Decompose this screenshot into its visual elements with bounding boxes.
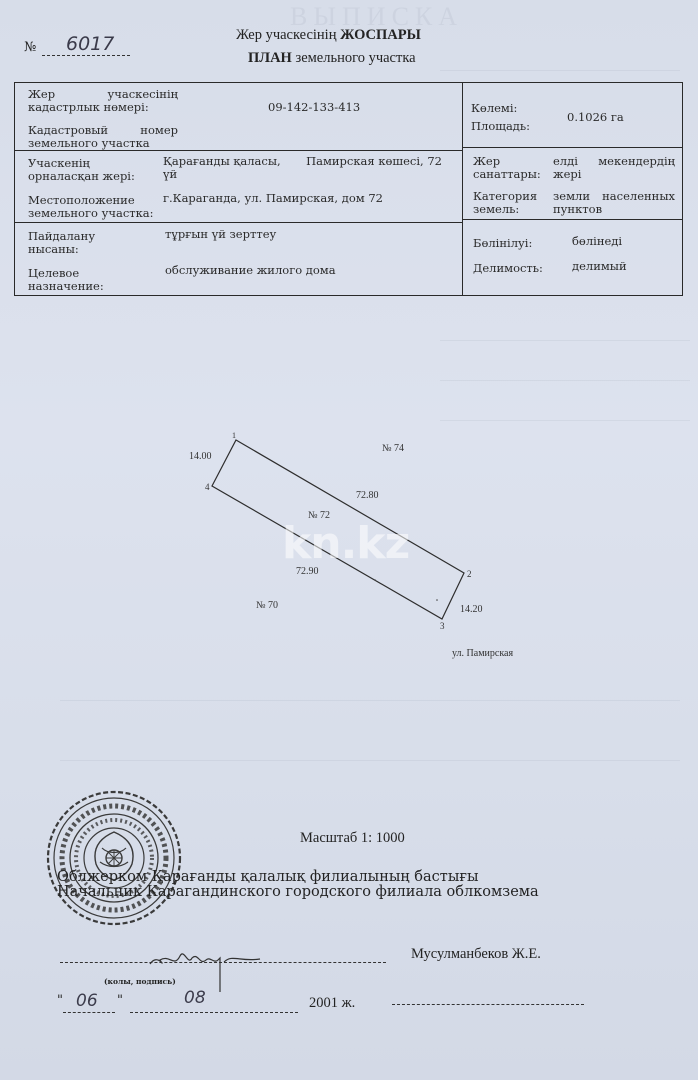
land-category-label-kz-line2: санаттары:	[473, 167, 541, 181]
edge-length-4-3: 72.90	[296, 566, 319, 577]
land-category-label-kz-line1: Жер	[473, 154, 501, 168]
document-number-label: №	[24, 40, 37, 55]
show-through-text: ВЫПИСКА	[290, 2, 464, 31]
edge-length-2-3: 14.20	[460, 604, 483, 615]
title-kz-bold: ЖОСПАРЫ	[340, 27, 421, 43]
area-label-kz: Көлемі:	[471, 101, 518, 115]
date-year: 2001 ж.	[309, 995, 356, 1011]
land-category-label-ru-line2: земель:	[473, 202, 520, 216]
cadastral-label-ru-line2: земельного участка	[28, 136, 150, 150]
parcel-label-current: № 72	[308, 510, 331, 521]
blank-line	[392, 1004, 584, 1005]
signature-caption: (колы, подпись)	[104, 977, 176, 986]
edge-length-1-4: 14.00	[189, 451, 212, 462]
usage-label-ru-line1: Целевое	[28, 266, 80, 280]
divisibility-label-ru: Делимость:	[473, 261, 543, 275]
signer-name: Мусулманбеков Ж.Е.	[411, 946, 541, 962]
location-label-ru-line1: Местоположение	[28, 193, 135, 207]
edge-length-1-2: 72.80	[356, 490, 379, 501]
divisibility-value-ru: делимый	[572, 259, 627, 273]
usage-label-kz-line2: нысаны:	[28, 242, 79, 256]
location-label-ru-line2: земельного участка:	[28, 206, 154, 220]
title-ru-suffix: земельного участка	[295, 50, 416, 66]
cadastral-label-ru-line1: Кадастровый номер	[28, 123, 178, 137]
usage-label-ru-line2: назначение:	[28, 279, 104, 293]
parcel-label-north: № 74	[382, 443, 405, 454]
title-kz-prefix: Жер учаскесінің	[236, 27, 337, 43]
date-month: 08	[184, 988, 206, 1008]
date-quote-open: "	[57, 993, 63, 1008]
usage-value-kz: тұрғын үй зерттеу	[165, 227, 277, 241]
date-month-line	[130, 1012, 298, 1013]
title-ru-bold: ПЛАН	[248, 50, 292, 66]
location-value-ru: г.Караганда, ул. Памирская, дом 72	[163, 191, 383, 205]
location-value-kz-line1: Қарағанды қаласы, Памирская көшесі, 72	[163, 154, 442, 168]
land-category-value-kz-line1: елді мекендердің	[553, 154, 675, 168]
land-category-value-kz-line2: жері	[553, 167, 582, 181]
usage-value-ru: обслуживание жилого дома	[165, 263, 336, 277]
cadastral-label-kz-line1: Жер учаскесінің	[28, 87, 178, 101]
divisibility-value-kz: бөлінеді	[572, 234, 623, 248]
street-name: ул. Памирская	[452, 648, 514, 659]
date-day: 06	[76, 991, 98, 1011]
document-number-value: 6017	[66, 33, 115, 55]
vertex-label-1: 1	[232, 431, 236, 440]
date-quote-close: "	[117, 993, 123, 1008]
area-value: 0.1026 га	[567, 110, 624, 124]
vertex-label-3: 3	[440, 621, 445, 631]
map-scale: Масштаб 1: 1000	[300, 830, 405, 846]
usage-label-kz-line1: Пайдалану	[28, 229, 96, 243]
location-label-kz-line2: орналасқан жері:	[28, 169, 135, 183]
divisibility-label-kz: Бөлінілуі:	[473, 236, 533, 250]
official-title-ru: Начальник Карагандинского городского филиала облкомзема	[57, 884, 539, 900]
parcel-label-south: № 70	[256, 600, 279, 611]
cadastral-label-kz-line2: кадастрлык нөмері:	[28, 100, 149, 114]
date-day-line	[63, 1012, 115, 1013]
vertex-label-4: 4	[205, 482, 210, 492]
area-label-ru: Площадь:	[471, 119, 531, 133]
watermark: kn.kz	[282, 518, 410, 569]
cadastral-number-value: 09-142-133-413	[268, 100, 361, 114]
land-category-value-ru-line2: пунктов	[553, 202, 603, 216]
location-value-kz-line2: үй	[163, 167, 178, 181]
official-title-kz: Облжерком Қарағанды қалалық филиалының бастығы	[57, 869, 479, 885]
land-category-label-ru-line1: Категория	[473, 189, 538, 203]
vertex-label-2: 2	[467, 569, 472, 579]
location-label-kz-line1: Учаскенің	[28, 156, 90, 170]
land-category-value-ru-line1: земли населенных	[553, 189, 675, 203]
official-stamp	[44, 788, 184, 928]
handwritten-signature	[140, 944, 270, 994]
